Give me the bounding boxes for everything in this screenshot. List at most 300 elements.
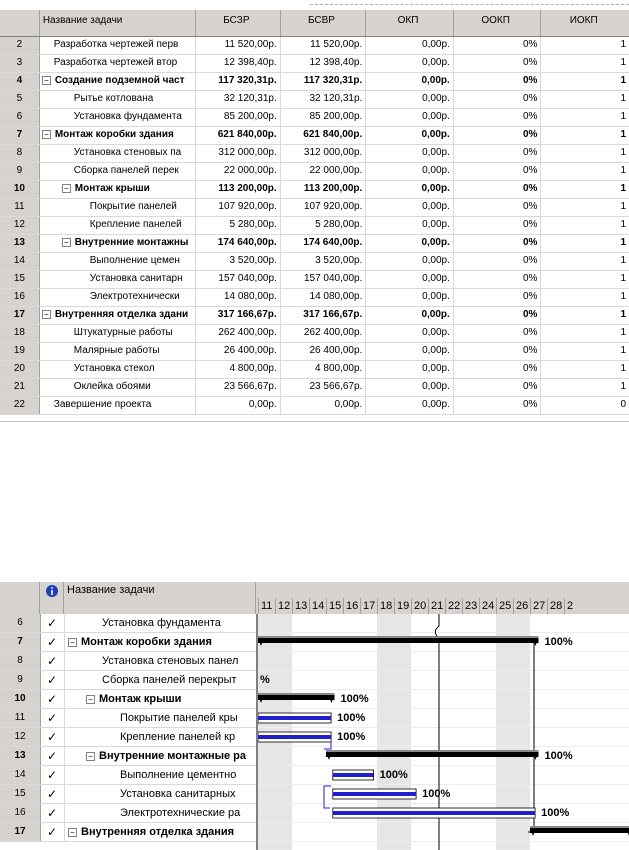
task-name: Электротехнически [89,291,180,302]
bszr-cell[interactable]: 113 200,00р. [196,181,281,198]
row-id[interactable]: 9 [0,671,41,689]
ookp-cell[interactable]: 0% [454,343,542,360]
bszr-cell[interactable]: 107 920,00р. [196,199,281,216]
iokp-cell[interactable]: 1 [620,129,626,140]
row-id[interactable]: 10 [0,690,41,708]
day-label: 25 [496,598,513,614]
task-name: Покрытие панелей [89,201,177,212]
bszr-cell[interactable]: 14 080,00р. [196,289,281,306]
row-id[interactable]: 11 [0,709,41,727]
task-bar-progress [258,716,331,720]
row-id[interactable]: 13 [0,747,41,765]
checkmark-icon: ✓ [40,690,65,708]
bsvr-cell[interactable]: 32 120,31р. [281,91,367,108]
task-name-cell[interactable] [40,37,196,54]
okp-cell[interactable]: 0,00р. [366,361,454,378]
okp-cell[interactable]: 0,00р. [366,397,454,414]
task-name-cell[interactable] [40,325,196,342]
cost-table-body [0,37,629,415]
ookp-cell[interactable]: 0% [454,91,542,108]
task-name: Установка санитарных [120,788,236,800]
task-name-cell[interactable] [40,199,196,216]
percent-complete-label: 100% [541,807,570,819]
gantt-row[interactable] [0,747,256,766]
collapse-icon[interactable]: − [42,310,51,319]
okp-cell[interactable]: 0,00р. [366,343,454,360]
gantt-header [0,582,629,615]
cost-table-header [0,10,629,37]
day-label: 23 [462,598,479,614]
bszr-cell[interactable]: 32 120,31р. [196,91,281,108]
okp-cell[interactable]: 0,00р. [366,181,454,198]
row-id[interactable]: 19 [0,343,40,360]
ookp-cell[interactable]: 0% [454,109,542,126]
day-label: 12 [275,598,292,614]
task-bar-progress [333,773,374,777]
ookp-cell[interactable]: 0% [454,289,542,306]
day-label: 21 [428,598,445,614]
table-row[interactable] [0,343,629,361]
gantt-chart-area[interactable] [256,614,629,850]
dependency-line [324,786,331,808]
row-id[interactable]: 2 [0,37,40,54]
bsvr-cell[interactable]: 5 280,00р. [281,217,367,234]
task-name: Установка санитарн [89,273,183,284]
bsvr-cell[interactable]: 312 000,00р. [281,145,367,162]
okp-cell[interactable]: 0,00р. [366,199,454,216]
ookp-cell[interactable]: 0% [454,127,542,144]
checkmark-icon: ✓ [40,823,65,841]
row-id[interactable]: 16 [0,804,41,822]
task-bar-progress [258,735,331,739]
row-id[interactable]: 12 [0,217,40,234]
table-row[interactable] [0,235,629,253]
row-id[interactable]: 12 [0,728,41,746]
okp-cell[interactable]: 0,00р. [366,127,454,144]
gantt-row[interactable] [0,614,256,633]
table-row[interactable] [0,181,629,199]
table-row[interactable] [0,253,629,271]
ookp-cell[interactable]: 0% [454,271,542,288]
header-task-name[interactable]: Название задачи [40,10,196,36]
table-row[interactable] [0,73,629,91]
bszr-cell[interactable]: 26 400,00р. [196,343,281,360]
ookp-cell[interactable]: 0% [454,253,542,270]
task-name-cell[interactable] [40,217,196,234]
table-row[interactable] [0,109,629,127]
iokp-cell[interactable]: 1 [620,273,626,284]
collapse-icon[interactable]: − [68,828,77,837]
task-name-cell[interactable] [40,181,196,198]
checkmark-icon: ✓ [40,671,65,689]
task-name: Штукатурные работы [73,327,173,338]
okp-cell[interactable]: 0,00р. [366,235,454,252]
gantt-row[interactable] [0,709,256,728]
iokp-cell[interactable]: 1 [620,39,626,50]
day-label: 22 [445,598,462,614]
row-id[interactable]: 21 [0,379,40,396]
ookp-cell[interactable]: 0% [454,55,542,72]
task-name-cell[interactable] [40,289,196,306]
row-id[interactable]: 15 [0,271,40,288]
okp-cell[interactable]: 0,00р. [366,109,454,126]
day-label: 16 [343,598,360,614]
iokp-cell[interactable]: 1 [620,57,626,68]
task-name-cell[interactable] [40,397,196,414]
bsvr-cell[interactable]: 14 080,00р. [281,289,367,306]
okp-cell[interactable]: 0,00р. [366,37,454,54]
ookp-cell[interactable]: 0% [454,397,542,414]
bsvr-cell[interactable]: 317 166,67р. [281,307,367,324]
task-name: Сборка панелей перек [73,165,179,176]
okp-cell[interactable]: 0,00р. [366,253,454,270]
header-iokp[interactable]: ИОКП [569,15,598,26]
checkmark-icon: ✓ [40,652,65,670]
okp-cell[interactable]: 0,00р. [366,73,454,90]
iokp-cell[interactable]: 1 [620,363,626,374]
task-name-cell[interactable] [40,343,196,360]
iokp-cell[interactable]: 1 [620,237,626,248]
info-icon[interactable] [46,585,58,597]
summary-bar [326,752,539,757]
row-id[interactable]: 17 [0,823,41,841]
percent-complete-label: 100% [379,769,408,781]
percent-complete-label: 100% [544,636,573,648]
collapse-icon[interactable]: − [86,695,95,704]
ookp-cell[interactable]: 0% [454,217,542,234]
okp-cell[interactable]: 0,00р. [366,325,454,342]
row-id[interactable]: 7 [0,633,41,651]
task-name: Установка фундамента [73,111,182,122]
row-id[interactable]: 6 [0,614,41,632]
top-dashed-line [310,4,629,5]
table-row[interactable] [0,37,629,55]
bszr-cell[interactable]: 22 000,00р. [196,163,281,180]
summary-bar-progress [258,693,335,695]
collapse-icon[interactable]: − [68,638,77,647]
task-name: Электротехнические ра [120,807,241,819]
row-id[interactable]: 22 [0,397,40,414]
row-id[interactable]: 8 [0,652,41,670]
task-name-cell[interactable] [40,271,196,288]
bsvr-cell[interactable]: 174 640,00р. [281,235,367,252]
bsvr-cell[interactable]: 621 840,00р. [281,127,367,144]
checkmark-icon: ✓ [40,747,65,765]
ookp-cell[interactable]: 0% [454,235,542,252]
bszr-cell[interactable]: 262 400,00р. [196,325,281,342]
gantt-header-task-name[interactable]: Название задачи [64,582,256,614]
checkmark-icon: ✓ [40,785,65,803]
bszr-cell[interactable]: 12 398,40р. [196,55,281,72]
timescale-days [258,598,629,614]
okp-cell[interactable]: 0,00р. [366,163,454,180]
ookp-cell[interactable]: 0% [454,37,542,54]
row-id[interactable]: 17 [0,307,40,324]
row-id[interactable]: 3 [0,55,40,72]
bszr-cell[interactable]: 317 166,67р. [196,307,281,324]
iokp-cell[interactable]: 1 [620,93,626,104]
cost-table [0,10,629,422]
task-name: Крепление панелей [89,219,182,230]
row-id[interactable]: 9 [0,163,40,180]
okp-cell[interactable]: 0,00р. [366,91,454,108]
percent-complete-label: 100% [337,712,366,724]
day-label: 24 [479,598,496,614]
bszr-cell[interactable]: 11 520,00р. [196,37,281,54]
bsvr-cell[interactable]: 4 800,00р. [281,361,367,378]
collapse-icon[interactable]: − [42,76,51,85]
bszr-cell[interactable]: 23 566,67р. [196,379,281,396]
table-row[interactable] [0,271,629,289]
row-id[interactable]: 14 [0,766,41,784]
collapse-icon[interactable]: − [62,238,71,247]
checkmark-icon: ✓ [40,766,65,784]
task-name: Рытье котлована [73,93,154,104]
task-name-cell[interactable] [40,109,196,126]
bszr-cell[interactable]: 117 320,31р. [196,73,281,90]
header-id-cell [0,10,40,36]
iokp-cell[interactable]: 1 [620,255,626,266]
row-id[interactable]: 8 [0,145,40,162]
row-id[interactable]: 15 [0,785,41,803]
summary-bar [258,695,335,700]
ookp-cell[interactable]: 0% [454,163,542,180]
iokp-cell[interactable]: 1 [620,111,626,122]
bszr-cell[interactable]: 0,00р. [196,397,281,414]
task-name: Выполнение цементно [120,769,237,781]
ookp-cell[interactable]: 0% [454,181,542,198]
table-row[interactable] [0,361,629,379]
row-id[interactable]: 18 [0,325,40,342]
task-name: Выполнение цемен [89,255,180,266]
task-name: Внутренние монтажны [74,237,189,248]
task-name-cell[interactable] [64,633,255,651]
task-name-cell[interactable] [40,55,196,72]
checkmark-icon: ✓ [40,633,65,651]
bsvr-cell[interactable]: 12 398,40р. [281,55,367,72]
bsvr-cell[interactable]: 0,00р. [281,397,367,414]
bszr-cell[interactable]: 621 840,00р. [196,127,281,144]
okp-cell[interactable]: 0,00р. [366,55,454,72]
gantt-header-indicator [40,582,64,614]
summary-bar-progress [530,826,629,828]
ookp-cell[interactable]: 0% [454,73,542,90]
gantt-row[interactable] [0,804,256,823]
bsvr-cell[interactable]: 23 566,67р. [281,379,367,396]
iokp-cell[interactable]: 1 [620,147,626,158]
task-name-cell[interactable] [40,163,196,180]
task-name-cell[interactable] [40,73,196,90]
collapse-icon[interactable]: − [42,130,51,139]
task-name: Разработка чертежей перв [53,39,179,50]
gantt-row[interactable] [0,671,256,690]
row-id[interactable]: 7 [0,127,40,144]
summary-bar-progress [258,636,539,638]
table-row[interactable] [0,397,629,415]
ookp-cell[interactable]: 0% [454,325,542,342]
task-name: Установка стеновых панел [102,655,239,667]
task-name: Монтаж крыши [74,183,150,194]
bszr-cell[interactable]: 174 640,00р. [196,235,281,252]
table-row[interactable] [0,55,629,73]
table-row[interactable] [0,289,629,307]
ookp-cell[interactable]: 0% [454,199,542,216]
ookp-cell[interactable]: 0% [454,307,542,324]
bsvr-cell[interactable]: 26 400,00р. [281,343,367,360]
row-id[interactable]: 16 [0,289,40,306]
task-name: Оклейка обоями [73,381,151,392]
task-bar-progress [333,792,416,796]
bsvr-cell[interactable]: 11 520,00р. [281,37,367,54]
percent-complete-label: 100% [422,788,451,800]
header-okp[interactable]: ОКП [366,10,454,36]
percent-complete-label: 100% [337,731,366,743]
day-label: 19 [394,598,411,614]
summary-bar [530,828,629,833]
iokp-cell[interactable]: 0 [620,399,626,410]
ookp-cell[interactable]: 0% [454,361,542,378]
table-row[interactable] [0,217,629,235]
day-label: 18 [377,598,394,614]
day-label: 14 [309,598,326,614]
percent-complete-label: 100% [340,693,369,705]
task-name-cell[interactable] [40,253,196,270]
okp-cell[interactable]: 0,00р. [366,307,454,324]
table-row[interactable] [0,145,629,163]
table-row[interactable] [0,127,629,145]
table-row[interactable] [0,91,629,109]
bszr-cell[interactable]: 4 800,00р. [196,361,281,378]
collapse-icon[interactable]: − [86,752,95,761]
iokp-cell[interactable]: 1 [620,345,626,356]
task-name: Сборка панелей перекрыт [102,674,237,686]
task-name: Малярные работы [73,345,160,356]
bsvr-cell[interactable]: 117 320,31р. [281,73,367,90]
task-name-cell[interactable] [40,145,196,162]
task-name: Монтаж коробки здания [81,636,212,648]
day-label: 11 [258,598,275,614]
task-name-cell[interactable] [40,91,196,108]
task-name: Внутренняя отделка здани [54,309,189,320]
okp-cell[interactable]: 0,00р. [366,379,454,396]
bsvr-cell[interactable]: 157 040,00р. [281,271,367,288]
day-label: 27 [530,598,547,614]
collapse-icon[interactable]: − [62,184,71,193]
task-name: Установка стекол [73,363,155,374]
bszr-cell[interactable]: 312 000,00р. [196,145,281,162]
gantt-row[interactable] [0,728,256,747]
iokp-cell[interactable]: 1 [620,183,626,194]
gantt-row[interactable] [0,690,256,709]
percent-complete-label: % [260,674,270,686]
row-id[interactable]: 13 [0,235,40,252]
bszr-cell[interactable]: 85 200,00р. [196,109,281,126]
row-id[interactable]: 5 [0,91,40,108]
header-bszr[interactable]: БСЗР [196,10,281,36]
table-row[interactable] [0,325,629,343]
iokp-cell[interactable]: 1 [620,381,626,392]
task-name-cell[interactable] [64,823,255,841]
bszr-cell[interactable]: 5 280,00р. [196,217,281,234]
gantt-row[interactable] [0,823,256,842]
table-row[interactable] [0,199,629,217]
table-row[interactable] [0,163,629,181]
okp-cell[interactable]: 0,00р. [366,217,454,234]
checkmark-icon: ✓ [40,804,65,822]
gantt-row[interactable] [0,785,256,804]
iokp-cell[interactable]: 1 [620,201,626,212]
bsvr-cell[interactable]: 22 000,00р. [281,163,367,180]
bsvr-cell[interactable]: 85 200,00р. [281,109,367,126]
ookp-cell[interactable]: 0% [454,379,542,396]
gantt-row[interactable] [0,766,256,785]
task-name-cell[interactable] [40,379,196,396]
iokp-cell[interactable]: 1 [620,165,626,176]
task-name-cell[interactable] [40,307,196,324]
row-id[interactable]: 10 [0,181,40,198]
gantt-row[interactable] [0,652,256,671]
bsvr-cell[interactable]: 107 920,00р. [281,199,367,216]
summary-bar [258,638,539,643]
gantt-header-id [0,582,40,614]
checkmark-icon: ✓ [40,614,65,632]
bsvr-cell[interactable]: 113 200,00р. [281,181,367,198]
task-name-cell[interactable] [64,747,273,765]
gantt-bars [258,614,629,850]
iokp-cell[interactable]: 1 [620,327,626,338]
task-name: Внутренняя отделка здания [81,826,235,838]
task-name-cell[interactable] [40,235,196,252]
day-label: 26 [513,598,530,614]
iokp-cell[interactable]: 1 [620,309,626,320]
okp-cell[interactable]: 0,00р. [366,271,454,288]
row-id[interactable]: 14 [0,253,40,270]
row-id[interactable]: 6 [0,109,40,126]
day-label: 2 [564,598,581,614]
table-row[interactable] [0,379,629,397]
header-ookp[interactable]: ООКП [454,10,542,36]
ookp-cell[interactable]: 0% [454,145,542,162]
task-name-cell[interactable] [40,127,196,144]
day-label: 17 [360,598,377,614]
table-row[interactable] [0,307,629,325]
day-label: 13 [292,598,309,614]
day-label: 15 [326,598,343,614]
bsvr-cell[interactable]: 3 520,00р. [281,253,367,270]
iokp-cell[interactable]: 1 [620,219,626,230]
bszr-cell[interactable]: 157 040,00р. [196,271,281,288]
day-label: 28 [547,598,564,614]
task-name-cell[interactable] [64,690,273,708]
summary-bar-progress [326,750,539,752]
okp-cell[interactable]: 0,00р. [366,289,454,306]
bsvr-cell[interactable]: 262 400,00р. [281,325,367,342]
iokp-cell[interactable]: 1 [620,291,626,302]
gantt-row[interactable] [0,633,256,652]
okp-cell[interactable]: 0,00р. [366,145,454,162]
row-id[interactable]: 11 [0,199,40,216]
header-bsvr[interactable]: БСВР [281,10,367,36]
task-name: Установка фундамента [102,617,221,629]
gantt-view [0,582,629,850]
task-name: Разработка чертежей втор [53,57,178,68]
row-id[interactable]: 4 [0,73,40,90]
iokp-cell[interactable]: 1 [620,75,626,86]
row-id[interactable]: 20 [0,361,40,378]
task-name: Создание подземной част [54,75,185,86]
bszr-cell[interactable]: 3 520,00р. [196,253,281,270]
task-name-cell[interactable] [40,361,196,378]
